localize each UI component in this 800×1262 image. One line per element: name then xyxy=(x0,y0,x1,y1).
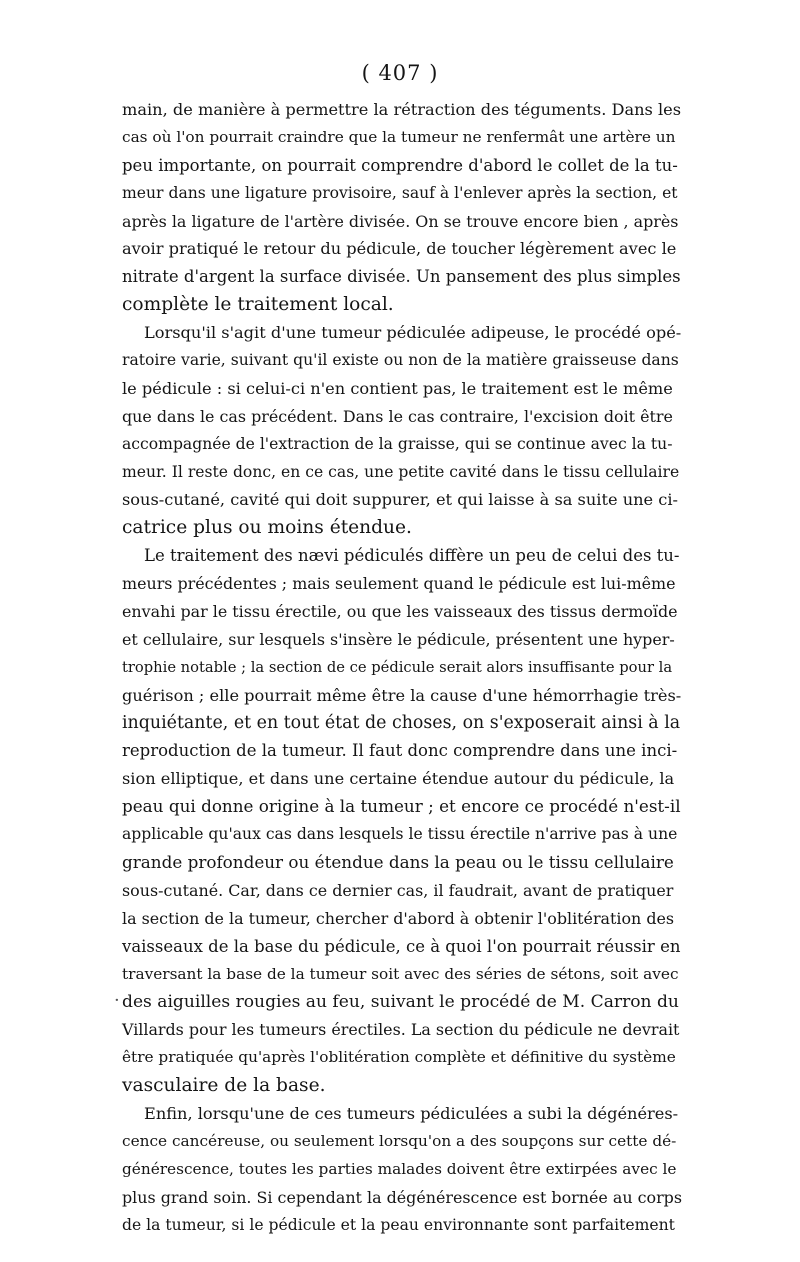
text-line: main, de manière à permettre la rétraction des téguments. Dans les xyxy=(122,100,682,119)
text-line: complète le traitement local. xyxy=(122,294,394,316)
text-line: traversant la base de la tumeur soit avec des séries de sétons, soit avec xyxy=(122,964,679,983)
text-line: sous-cutané. Car, dans ce dernier cas, il faudrait, avant de pratiquer xyxy=(122,880,674,900)
text-line: grande profondeur ou étendue dans la peau ou le tissu cellulaire xyxy=(122,852,674,873)
text-line: trophie notable ; la section de ce pédicule serait alors insuffisante pour la xyxy=(122,658,673,676)
margin-mark: · xyxy=(114,990,120,1011)
text-line: que dans le cas précédent. Dans le cas contraire, l'excision doit être xyxy=(122,406,673,426)
text-line: sous-cutané, cavité qui doit suppurer, et qui laisse à sa suite une ci- xyxy=(122,490,678,510)
text-line: sion elliptique, et dans une certaine étendue autour du pédicule, la xyxy=(122,769,675,789)
text-line: meur dans une ligature provisoire, sauf à l'enlever après la section, et xyxy=(122,183,678,202)
text-line: avoir pratiqué le retour du pédicule, de toucher légèrement avec le xyxy=(122,239,677,259)
text-line: peu importante, on pourrait comprendre d'abord le collet de la tu- xyxy=(122,155,678,175)
text-line: applicable qu'aux cas dans lesquels le tissu érectile n'arrive pas à une xyxy=(122,825,678,844)
text-line: accompagnée de l'extraction de la graisse, qui se continue avec la tu- xyxy=(122,434,673,453)
text-line: inquiétante, et en tout état de choses, on s'exposerait ainsi à la xyxy=(122,712,681,733)
text-body xyxy=(122,96,682,1240)
text-line: Le traitement des nævi pédiculés diffère un peu de celui des tu- xyxy=(144,546,680,566)
text-line: générescence, toutes les parties malades doivent être extirpées avec le xyxy=(122,1159,677,1178)
text-line: peau qui donne origine à la tumeur ; et encore ce procédé n'est-il xyxy=(122,796,681,817)
text-line: être pratiquée qu'après l'oblitération complète et définitive du système xyxy=(122,1048,676,1067)
text-line: catrice plus ou moins étendue. xyxy=(122,517,412,539)
text-line: reproduction de la tumeur. Il faut donc comprendre dans une inci- xyxy=(122,741,678,761)
text-line: Lorsqu'il s'agit d'une tumeur pédiculée adipeuse, le procédé opé- xyxy=(144,323,682,343)
text-line: envahi par le tissu érectile, ou que les vaisseaux des tissus dermoïde xyxy=(122,602,678,622)
text-line: après la ligature de l'artère divisée. On se trouve encore bien , après xyxy=(122,211,679,231)
paragraph-2 xyxy=(122,319,682,542)
text-line: meur. Il reste donc, en ce cas, une petite cavité dans le tissu cellulaire xyxy=(122,462,680,481)
text-line: cas où l'on pourrait craindre que la tumeur ne renfermât une artère un xyxy=(122,127,676,146)
paragraph-1 xyxy=(122,96,682,319)
text-line: la section de la tumeur, chercher d'abord à obtenir l'oblitération des xyxy=(122,908,675,928)
text-line: des aiguilles rougies au feu, suivant le procédé de M. Carron du xyxy=(122,991,679,1012)
text-line: nitrate d'argent la surface divisée. Un pansement des plus simples xyxy=(122,267,681,287)
text-line: Enfin, lorsqu'une de ces tumeurs pédiculées a subi la dégénéres- xyxy=(144,1104,679,1124)
text-line: le pédicule : si celui-ci n'en contient pas, le traitement est le même xyxy=(122,378,673,398)
text-line: Villards pour les tumeurs érectiles. La section du pédicule ne devrait xyxy=(122,1020,680,1040)
text-line: cence cancéreuse, ou seulement lorsqu'on a des soupçons sur cette dé- xyxy=(122,1131,677,1150)
text-line: ratoire varie, suivant qu'il existe ou non de la matière graisseuse dans xyxy=(122,351,679,370)
text-line: vasculaire de la base. xyxy=(122,1075,326,1097)
text-line: vaisseaux de la base du pédicule, ce à quoi l'on pourrait réussir en xyxy=(122,936,681,956)
text-line: meurs précédentes ; mais seulement quand le pédicule est lui-même xyxy=(122,574,676,594)
paragraph-3 xyxy=(122,542,682,1100)
text-line: guérison ; elle pourrait même être la cause d'une hémorrhagie très- xyxy=(122,685,682,705)
text-line: et cellulaire, sur lesquels s'insère le pédicule, présentent une hyper- xyxy=(122,629,675,649)
paragraph-4 xyxy=(122,1100,682,1239)
text-line: de la tumeur, si le pédicule et la peau environnante sont parfaitement xyxy=(122,1215,675,1234)
text-line: plus grand soin. Si cependant la dégénérescence est bornée au corps xyxy=(122,1187,683,1207)
page-number: ( 407 ) xyxy=(361,61,439,85)
